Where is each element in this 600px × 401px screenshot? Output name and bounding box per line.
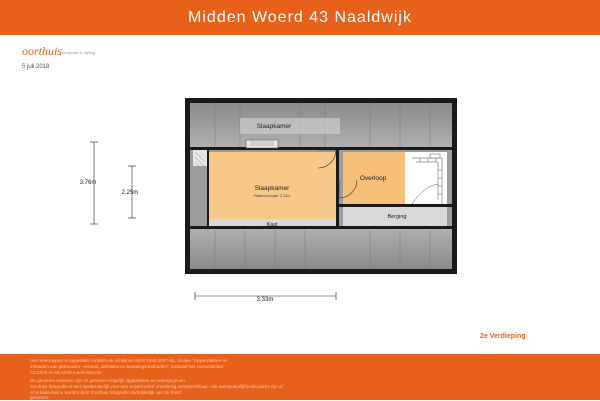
footer-line-3: C1:2008 en de NVM meetinstructie. <box>30 370 103 375</box>
label-slaapkamer-top: Slaapkamer <box>256 123 292 130</box>
dim-width: 3.33m <box>256 297 274 303</box>
roof-slope-bottom <box>190 228 452 269</box>
footer-line-6: of schadeclaims worden door Oorthuis fotografie nadrukkelijk van de hand <box>30 390 181 395</box>
label-slaapkamer-main: Slaapkamer <box>254 185 290 192</box>
footer-line-7: gewezen. <box>30 395 50 400</box>
logo-name: oorthuis <box>22 44 63 58</box>
footer-line-1: Het meetrapport is opgesteld conform de richtlijnen NEN 2580:2007 NL, inzake "Oppervlakten en <box>30 358 228 363</box>
dim-height-total: 3.76m <box>79 180 97 186</box>
footer-line-4: De gemeten waarden zijn zo getrouw mogelijk opgenomen en weergegeven. <box>30 378 187 383</box>
dim-height-inner: 2.25m <box>121 190 139 196</box>
footer-line-2: inhouden van gebouwen - termen, definities en bepalingsmethoden", inclusief het correctieblad <box>30 364 223 369</box>
skylight <box>246 140 278 148</box>
level-label: 2e Verdieping <box>480 333 526 340</box>
footer-bar <box>0 354 600 400</box>
page-title: Midden Woerd 43 Naaldwijk <box>188 9 412 26</box>
label-berging: Berging <box>387 214 407 220</box>
label-kast: Kast <box>266 222 278 228</box>
date-label: 5 juli 2018 <box>22 64 50 70</box>
label-overloop: Overloop <box>359 175 387 182</box>
label-plafondhoogte: Plafondhoogte: 2.11m <box>253 194 291 198</box>
logo-tagline: fotografie & styling <box>62 50 95 55</box>
radiator-icon <box>430 154 440 158</box>
footer-line-5: Oorthuis fotografie is niet aansprakelijk voor een onjuist en/of onvolledig meetcertificaat. Alle aansprakelijkheidsclaims zijn af <box>30 384 283 389</box>
